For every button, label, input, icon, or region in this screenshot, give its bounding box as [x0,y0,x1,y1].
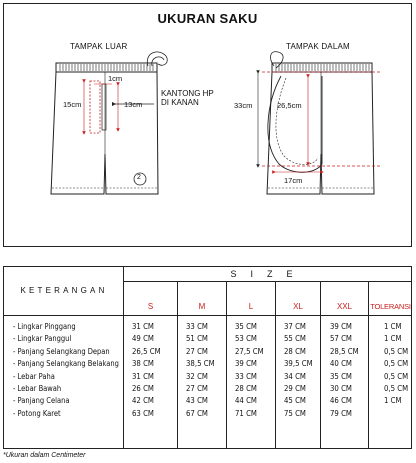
size-col-xxl: XXL [336,302,353,311]
size-value-cell: 55 CM [284,333,306,344]
size-value-cell: 33 CM [235,370,257,381]
front-phone-pocket [84,81,154,133]
size-value-cell: 49 CM [132,333,154,344]
size-value-cell: 46 CM [330,395,352,406]
size-col-xl: XL [293,302,303,311]
inside-total-height-dimension: 33cm [234,101,253,110]
size-value-cell: 44 CM [235,395,257,406]
inside-pocket-height-dimension: 26,5cm [277,101,302,110]
tolerance-cell: 1 CM [384,321,402,331]
size-value-cell: 26,5 CM [132,345,161,356]
size-value-cell: 51 CM [186,333,208,344]
size-col-l: L [248,302,254,311]
row-label: - Lebar Bawah [13,383,62,393]
shorts-technical-drawing [4,4,413,248]
inside-view-label: TAMPAK DALAM [286,42,350,51]
size-value-cell: 45 CM [284,395,306,406]
size-value-cell: 31 CM [132,321,154,331]
row-label: - Lingkar Panggul [13,333,72,344]
size-value-cell: 75 CM [284,407,306,418]
pocket-note-line2: DI KANAN [161,98,199,107]
size-value-cell: 79 CM [330,407,352,418]
size-value-cell: 33 CM [186,321,208,331]
row-label: - Lingkar Pinggang [13,321,76,331]
size-value-cell: 57 CM [330,333,352,344]
size-value-cell: 35 CM [235,321,257,331]
size-value-cell: 38,5 CM [186,358,215,369]
size-value-cell: 43 CM [186,395,208,406]
size-table [3,266,412,449]
tolerance-cell: 0,5 CM [384,370,409,381]
size-value-cell: 38 CM [132,358,154,369]
size-value-cell: 37 CM [284,321,306,331]
tolerance-cell: 0,5 CM [384,345,409,356]
size-value-cell: 27 CM [186,383,208,393]
size-value-cell: 39,5 CM [284,358,313,369]
front-view-label: TAMPAK LUAR [70,42,128,51]
row-label: - Potong Karet [13,407,61,418]
row-label: - Panjang Celana [13,395,70,406]
tolerance-col: TOLERANSI [370,302,411,311]
pocket-outer-height-dimension: 15cm [63,100,82,109]
pocket-inner-height-dimension: 13cm [124,100,143,109]
size-value-cell: 40 CM [330,358,352,369]
size-value-cell: 32 CM [186,370,208,381]
size-value-cell: 39 CM [235,358,257,369]
row-label: - Panjang Selangkang Belakang [13,358,119,369]
row-label: - Lebar Paha [13,370,55,381]
size-value-cell: 28 CM [235,383,257,393]
size-value-cell: 29 CM [284,383,306,393]
size-col-s: S [147,302,154,311]
tolerance-cell: 1 CM [384,333,402,344]
size-value-cell: 63 CM [132,407,154,418]
size-col-m: M [198,302,206,311]
size-value-cell: 27 CM [186,345,208,356]
size-value-cell: 53 CM [235,333,257,344]
pocket-diagram-panel [3,3,412,247]
size-header: SIZE [230,269,307,279]
size-value-cell: 71 CM [235,407,257,418]
size-value-cell: 28 CM [284,345,306,356]
size-value-cell: 34 CM [284,370,306,381]
diagram-title: UKURAN SAKU [157,11,258,26]
size-value-cell: 31 CM [132,370,154,381]
tolerance-cell: 1 CM [384,395,402,406]
size-value-cell: 35 CM [330,370,352,381]
size-value-cell: 30 CM [330,383,352,393]
size-value-cell: 28,5 CM [330,345,359,356]
tolerance-cell: 0,5 CM [384,358,409,369]
size-value-cell: 27,5 CM [235,345,264,356]
pocket-note-line1: KANTONG HP [161,89,214,98]
pocket-offset-dimension: 1cm [108,74,123,83]
size-value-cell: 39 CM [330,321,352,331]
inside-shorts-outline [267,52,374,194]
footnote: *Ukuran dalam Centimeter [3,452,86,459]
size-value-cell: 42 CM [132,395,154,406]
size-value-cell: 26 CM [132,383,154,393]
tolerance-cell: 0,5 CM [384,383,409,393]
hem-badge-number: 2 [137,174,141,181]
keterangan-header: KETERANGAN [20,286,108,295]
size-value-cell: 67 CM [186,407,208,418]
inside-width-dimension: 17cm [284,176,303,185]
row-label: - Panjang Selangkang Depan [13,345,110,356]
